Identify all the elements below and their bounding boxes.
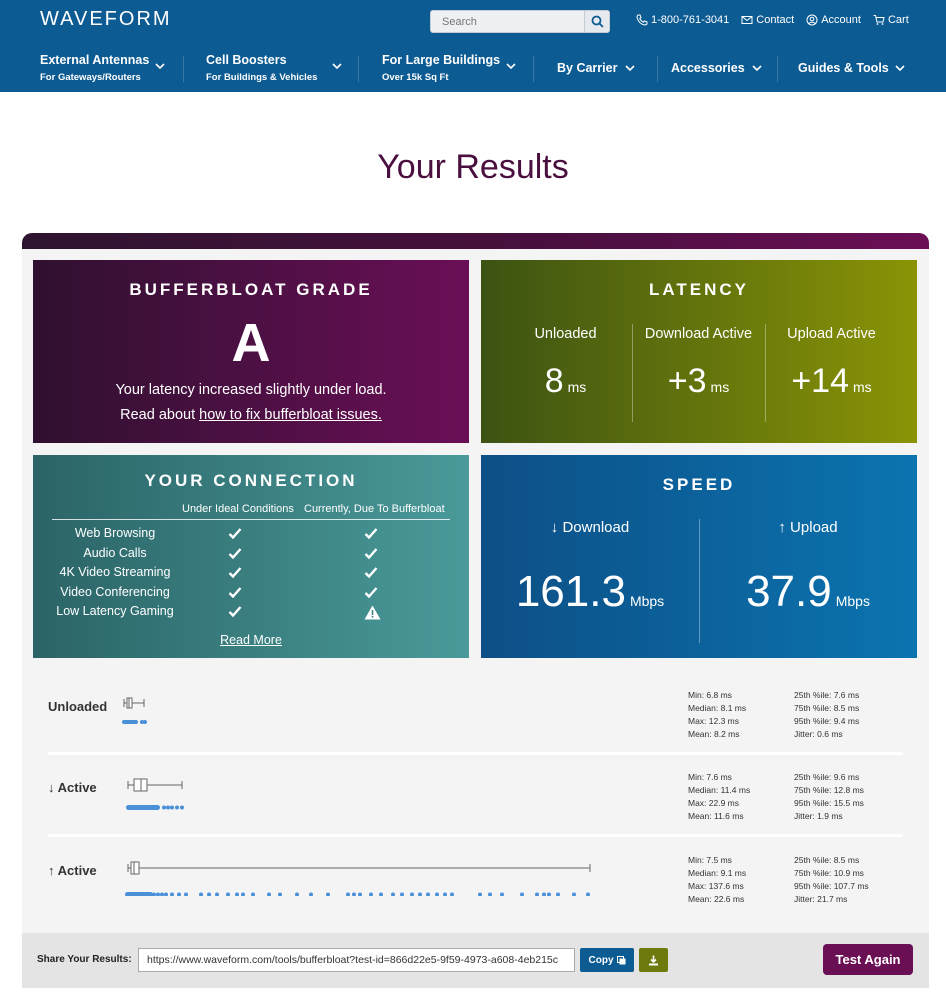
- page-title: Your Results: [377, 148, 569, 186]
- account-label: Account: [821, 14, 861, 26]
- phone-link[interactable]: [636, 14, 729, 26]
- activity-name: 4K Video Streaming: [59, 565, 171, 579]
- latency-panel: [481, 260, 917, 443]
- nav-accessories[interactable]: [631, 44, 771, 92]
- stat-min: Min: 6.8 ms: [688, 690, 732, 700]
- stat-min: Min: 7.6 ms: [688, 772, 732, 782]
- connection-row: [33, 585, 469, 604]
- cart-link[interactable]: [873, 14, 909, 26]
- latency-value: [632, 362, 765, 401]
- stat-median: Median: 11.4 ms: [688, 785, 751, 795]
- stat-mean: Mean: 22.6 ms: [688, 894, 745, 904]
- sample-dot: [488, 893, 492, 897]
- check-icon: [364, 547, 378, 560]
- sample-dot: [520, 893, 524, 897]
- sample-dot: [443, 893, 447, 897]
- download-icon: [648, 955, 659, 966]
- stat-mean: Mean: 11.6 ms: [688, 811, 744, 821]
- latency-number: +3: [667, 362, 707, 400]
- sample-dot: [500, 893, 504, 897]
- sample-dot: [309, 893, 313, 897]
- stats-right: [794, 854, 869, 906]
- sample-dot: [278, 893, 282, 897]
- sample-dot: [426, 893, 430, 897]
- current-status: [364, 586, 378, 604]
- share-bar: [22, 933, 929, 988]
- latency-boxplot: [122, 777, 682, 813]
- sample-dot: [542, 893, 546, 897]
- results-card: [22, 233, 929, 988]
- sample-dot: [435, 893, 439, 897]
- nav-by-carrier[interactable]: [517, 44, 637, 92]
- cart-label: Cart: [887, 14, 909, 26]
- connection-row: [33, 526, 469, 545]
- top-links: [636, 14, 909, 26]
- connection-row: [33, 604, 469, 623]
- stat-max: Max: 12.3 ms: [688, 716, 740, 726]
- upload-unit: Mbps: [835, 593, 870, 609]
- sample-dot: [156, 893, 160, 897]
- stat-p25: 25th %ile: 7.6 ms: [794, 690, 860, 700]
- latency-boxplot: [122, 695, 682, 731]
- chevron-down-icon: [332, 62, 342, 70]
- activity-name: Audio Calls: [83, 545, 147, 560]
- grade-description: Your latency increased slightly under load.: [115, 382, 387, 398]
- stat-max: Max: 22.9 ms: [688, 798, 740, 808]
- upload-value: [699, 567, 917, 617]
- stat-p25: 25th %ile: 9.6 ms: [794, 772, 860, 782]
- stats-left: [688, 854, 746, 906]
- current-status: [364, 605, 381, 625]
- share-url-field[interactable]: https://www.waveform.com/tools/bufferbloat?test-id=866d22e5-9f59-4973-a608-4eb215c: [138, 948, 575, 972]
- sample-dot: [207, 893, 211, 897]
- share-label: Share Your Results:: [37, 954, 132, 965]
- stat-jitter: Jitter: 21.7 ms: [794, 894, 848, 904]
- upload-number: 37.9: [746, 567, 832, 616]
- detail-download-active: [22, 755, 929, 835]
- sample-dot: [326, 893, 330, 897]
- current-status: [364, 547, 378, 565]
- sample-dot: [164, 893, 168, 897]
- current-status: [364, 566, 378, 584]
- ideal-status: [228, 586, 242, 604]
- col-ideal-header: Under Ideal Conditions: [182, 503, 294, 515]
- nav-guides-tools[interactable]: [758, 44, 918, 92]
- stat-median: Median: 8.1 ms: [688, 703, 747, 713]
- grade-heading: BUFFERBLOAT GRADE: [129, 280, 373, 299]
- check-icon: [228, 547, 242, 560]
- download-unit: Mbps: [629, 593, 665, 609]
- sample-dot: [295, 893, 299, 897]
- card-top-bar: [22, 233, 929, 249]
- nav-title: External Antennas: [40, 53, 150, 67]
- search-button[interactable]: [584, 11, 609, 32]
- speed-panel: [481, 455, 917, 658]
- nav-subtitle: Over 15k Sq Ft: [382, 72, 449, 83]
- nav-title: Guides & Tools: [798, 61, 889, 75]
- nav-title: For Large Buildings: [382, 53, 501, 67]
- latency-download-active: [632, 324, 765, 424]
- top-bar: [0, 0, 946, 44]
- nav-large-buildings[interactable]: [342, 44, 522, 92]
- stat-median: Median: 9.1 ms: [688, 868, 747, 878]
- sample-dot: [352, 893, 356, 897]
- stats-left: [688, 689, 746, 741]
- detail-label: Unloaded: [48, 699, 108, 714]
- detail-upload-active: [22, 838, 929, 918]
- stats-left: [688, 771, 750, 823]
- check-icon: [228, 527, 242, 540]
- latency-value: [765, 362, 898, 401]
- check-icon: [364, 566, 378, 579]
- sample-dot: [535, 893, 539, 897]
- ideal-status: [228, 566, 242, 584]
- stat-p75: 75th %ile: 10.9 ms: [794, 868, 864, 878]
- activity-name: Web Browsing: [74, 526, 156, 540]
- speed-heading: SPEED: [662, 475, 736, 494]
- connection-heading: YOUR CONNECTION: [144, 471, 358, 490]
- sample-dots: [122, 720, 147, 724]
- cart-icon: [873, 14, 885, 26]
- latency-number: 8: [544, 362, 564, 400]
- sample-dot: [170, 893, 174, 897]
- stats-right: [794, 689, 859, 741]
- latency-boxplot: [122, 860, 682, 896]
- main-nav: [0, 44, 946, 92]
- sample-dot: [418, 893, 422, 897]
- sample-dot: [251, 893, 255, 897]
- user-icon: [806, 14, 818, 26]
- check-icon: [364, 586, 378, 599]
- phone-number: 1-800-761-3041: [651, 14, 730, 26]
- warning-icon: [364, 605, 381, 620]
- activity-name: Low Latency Gaming: [56, 604, 174, 618]
- latency-unit: ms: [853, 379, 872, 395]
- stat-p95: 95th %ile: 9.4 ms: [794, 716, 860, 726]
- search-icon: [591, 15, 604, 28]
- connection-row: [33, 565, 469, 584]
- sample-dot: [215, 893, 219, 897]
- latency-unit: ms: [710, 379, 730, 395]
- sample-dot: [184, 893, 188, 897]
- nav-subtitle: For Gateways/Routers: [40, 72, 141, 83]
- sample-dot: [226, 893, 230, 897]
- search-input[interactable]: [431, 11, 585, 32]
- latency-number: +14: [791, 362, 849, 400]
- chevron-down-icon: [895, 64, 905, 72]
- check-icon: [228, 586, 242, 599]
- sample-dot: [346, 893, 350, 897]
- sample-dot: [241, 893, 245, 897]
- stat-min: Min: 7.5 ms: [688, 855, 732, 865]
- nav-title: Cell Boosters: [206, 53, 287, 67]
- chevron-down-icon: [155, 62, 165, 70]
- download-value: [481, 567, 699, 617]
- stat-jitter: Jitter: 0.6 ms: [794, 729, 843, 739]
- ideal-status: [228, 547, 242, 565]
- stat-p95: 95th %ile: 107.7 ms: [794, 881, 869, 891]
- detail-unloaded: [22, 673, 929, 753]
- copy-label: Copy: [588, 954, 614, 966]
- sample-dots: [126, 805, 184, 810]
- sample-dot: [160, 893, 164, 897]
- ideal-status: [228, 605, 242, 623]
- activity-name: Video Conferencing: [60, 584, 170, 599]
- latency-unloaded: [499, 324, 632, 424]
- stats-right: [794, 771, 864, 823]
- check-icon: [228, 605, 242, 618]
- sample-dot: [450, 893, 454, 897]
- sample-dot: [586, 893, 590, 897]
- stat-mean: Mean: 8.2 ms: [688, 729, 740, 739]
- download-button[interactable]: [639, 948, 668, 972]
- sample-dot: [379, 893, 383, 897]
- sample-dot: [572, 893, 576, 897]
- stat-max: Max: 137.6 ms: [688, 881, 744, 891]
- latency-upload-active: [765, 324, 898, 424]
- contact-link[interactable]: [741, 14, 794, 26]
- row-divider: [48, 834, 903, 837]
- read-about-text: Read about: [120, 407, 200, 423]
- stat-p95: 95th %ile: 15.5 ms: [794, 798, 864, 808]
- test-again-button[interactable]: Test Again: [823, 944, 913, 975]
- fix-bufferbloat-link[interactable]: how to fix bufferbloat issues.: [199, 407, 382, 423]
- latency-value: [499, 362, 632, 401]
- nav-external-antennas[interactable]: [0, 44, 180, 92]
- sample-dot: [267, 893, 271, 897]
- sample-dot: [177, 893, 181, 897]
- nav-cell-boosters[interactable]: [166, 44, 342, 92]
- check-icon: [228, 566, 242, 579]
- sample-dot: [358, 893, 362, 897]
- sample-dot: [369, 893, 373, 897]
- copy-icon: [617, 956, 626, 965]
- stat-p75: 75th %ile: 8.5 ms: [794, 703, 860, 713]
- sample-dot: [547, 893, 551, 897]
- stat-jitter: Jitter: 1.9 ms: [794, 811, 843, 821]
- upload-speed: [699, 519, 917, 649]
- nav-subtitle: For Buildings & Vehicles: [206, 72, 318, 83]
- latency-unit: ms: [567, 379, 587, 395]
- account-link[interactable]: [806, 14, 861, 26]
- latency-label: Unloaded: [534, 326, 597, 342]
- nav-title: By Carrier: [557, 61, 618, 75]
- sample-dot: [235, 893, 239, 897]
- copy-button[interactable]: [580, 948, 634, 972]
- contact-label: Contact: [756, 14, 795, 26]
- upload-label: ↑ Upload: [778, 519, 838, 536]
- grade-read-about: [33, 407, 469, 423]
- bufferbloat-grade-panel: [33, 260, 469, 443]
- sample-dot: [199, 893, 203, 897]
- sample-dots: [125, 892, 590, 896]
- latency-label: Download Active: [644, 326, 753, 342]
- stat-p75: 75th %ile: 12.8 ms: [794, 785, 864, 795]
- download-label: ↓ Download: [550, 519, 630, 536]
- your-connection-panel: [33, 455, 469, 658]
- detail-label: ↑ Active: [48, 863, 97, 878]
- grade-letter: A: [231, 313, 271, 373]
- phone-icon: [636, 14, 648, 26]
- nav-title: Accessories: [671, 61, 745, 75]
- sample-dot: [152, 893, 156, 897]
- sample-dot: [410, 893, 414, 897]
- mail-icon: [741, 14, 753, 26]
- download-speed: [481, 519, 699, 649]
- sample-dot: [391, 893, 395, 897]
- check-icon: [364, 527, 378, 540]
- chevron-down-icon: [506, 62, 516, 70]
- col-current-header: Currently, Due To Bufferbloat: [304, 503, 445, 515]
- table-divider: [52, 519, 450, 520]
- download-number: 161.3: [515, 567, 626, 616]
- stat-p25: 25th %ile: 8.5 ms: [794, 855, 860, 865]
- read-more-link[interactable]: Read More: [220, 633, 282, 647]
- sample-dot: [556, 893, 560, 897]
- latency-heading: LATENCY: [648, 280, 749, 299]
- ideal-status: [228, 527, 242, 545]
- search-box: [430, 10, 610, 33]
- latency-label: Upload Active: [787, 326, 876, 342]
- connection-row: [33, 546, 469, 565]
- sample-dot: [478, 893, 482, 897]
- current-status: [364, 527, 378, 545]
- detail-label: ↓ Active: [48, 780, 97, 795]
- sample-dot: [400, 893, 404, 897]
- waveform-logo[interactable]: WAVEFORM: [40, 8, 172, 30]
